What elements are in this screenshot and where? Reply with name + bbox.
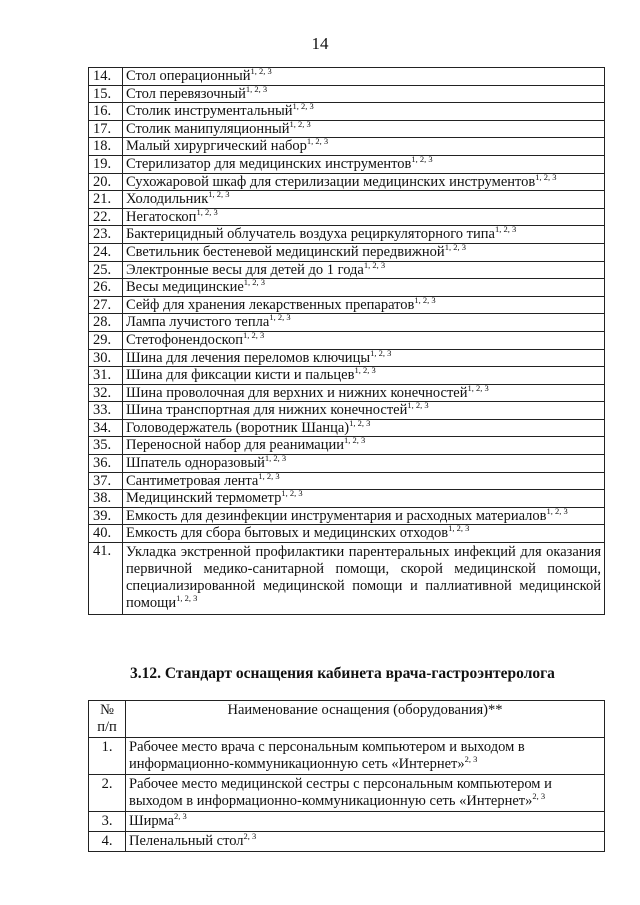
row-number: 15.	[89, 85, 123, 103]
equipment-name-text: Медицинский термометр	[126, 490, 282, 507]
row-number: 36.	[89, 455, 123, 473]
footnote-reference: 1, 2, 3	[467, 382, 489, 393]
table-row	[89, 155, 605, 173]
footnote-reference: 1, 2, 3	[349, 417, 371, 428]
section-title: 3.12. Стандарт оснащения кабинета врача-гастроэнтеролога	[130, 665, 555, 682]
equipment-name-text: Светильник бестеневой медицинский передвижной	[126, 243, 445, 260]
equipment-name	[123, 384, 605, 402]
table-row	[89, 68, 605, 86]
table-row	[89, 243, 605, 261]
footnote-reference: 1, 2, 3	[289, 118, 311, 129]
row-number: 18.	[89, 138, 123, 156]
equipment-name-text: Шина для лечения переломов ключицы	[126, 349, 371, 366]
row-number: 20.	[89, 173, 123, 191]
table-row	[89, 296, 605, 314]
footnote-reference: 1, 2, 3	[535, 171, 557, 182]
equipment-name	[123, 103, 605, 121]
table-row	[89, 455, 605, 473]
equipment-name	[123, 120, 605, 138]
footnote-reference: 1, 2, 3	[407, 400, 429, 411]
equipment-name-text: Столик манипуляционный	[126, 120, 290, 137]
equipment-name	[123, 279, 605, 297]
equipment-name	[123, 455, 605, 473]
equipment-name	[123, 173, 605, 191]
table-row	[89, 208, 605, 226]
equipment-name-text: Сейф для хранения лекарственных препаратов	[126, 296, 415, 313]
footnote-reference: 2, 3	[464, 754, 478, 764]
row-number: 22.	[89, 208, 123, 226]
row-number: 32.	[89, 384, 123, 402]
row-number: 4.	[89, 832, 126, 852]
table-row	[89, 775, 605, 812]
table-row	[89, 261, 605, 279]
equipment-name-text: Емкость для сбора бытовых и медицинских отходов	[126, 525, 449, 542]
page-number: 14	[311, 34, 329, 53]
header-number: № п/п	[89, 701, 126, 738]
equipment-name	[123, 331, 605, 349]
footnote-reference: 1, 2, 3	[444, 241, 466, 252]
equipment-name-text: Рабочее место врача с персональным компьютером и выходом в информационно-коммуникационную сеть «Интернет»	[129, 739, 525, 772]
equipment-name	[123, 402, 605, 420]
footnote-reference: 1, 2, 3	[370, 347, 392, 358]
equipment-name-text: Сухожаровой шкаф для стерилизации медицинских инструментов	[126, 173, 536, 190]
equipment-name-text: Холодильник	[126, 191, 209, 208]
footnote-reference: 2, 3	[173, 811, 187, 821]
row-number: 2.	[89, 775, 126, 812]
equipment-name	[123, 85, 605, 103]
footnote-reference: 1, 2, 3	[250, 66, 272, 76]
equipment-name-text: Емкость для дезинфекции инструментария и расходных материалов	[126, 507, 547, 524]
equipment-name	[123, 243, 605, 261]
table-row	[89, 331, 605, 349]
table-row	[89, 103, 605, 121]
equipment-name-text: Негатоскоп	[126, 208, 197, 225]
table-row	[89, 384, 605, 402]
table-row	[89, 738, 605, 775]
table-row	[89, 120, 605, 138]
equipment-name	[123, 296, 605, 314]
equipment-name-text: Малый хирургический набор	[126, 138, 307, 155]
equipment-name	[123, 68, 605, 86]
footnote-reference: 1, 2, 3	[411, 153, 433, 164]
row-number: 33.	[89, 402, 123, 420]
row-number: 26.	[89, 279, 123, 297]
gastroenterologist-equipment-table	[88, 700, 605, 852]
row-number: 28.	[89, 314, 123, 332]
equipment-name-text: Стетофонендоскоп	[126, 331, 243, 348]
equipment-name-text: Рабочее место медицинской сестры с персональным компьютером и выходом в информационно-коммуникационную сеть «Интернет»	[129, 776, 552, 809]
row-number: 31.	[89, 367, 123, 385]
footnote-reference: 1, 2, 3	[354, 365, 376, 376]
row-number: 38.	[89, 490, 123, 508]
row-number: 21.	[89, 191, 123, 209]
footnote-reference: 1, 2, 3	[414, 294, 436, 305]
equipment-name-text: Электронные весы для детей до 1 года	[126, 261, 364, 278]
equipment-name	[123, 208, 605, 226]
equipment-name	[123, 543, 605, 615]
row-number: 30.	[89, 349, 123, 367]
equipment-name-text: Переносной набор для реанимации	[126, 437, 345, 454]
equipment-name-text: Пеленальный стол	[129, 833, 244, 849]
footnote-reference: 1, 2, 3	[196, 206, 218, 217]
equipment-name	[126, 832, 605, 852]
equipment-name	[123, 472, 605, 490]
footnote-reference: 1, 2, 3	[363, 259, 386, 270]
footnote-reference: 1, 2, 3	[546, 505, 568, 516]
table-row	[89, 349, 605, 367]
row-number: 41.	[89, 543, 123, 615]
equipment-name-text: Столик инструментальный	[126, 103, 293, 120]
footnote-reference: 1, 2, 3	[494, 224, 517, 235]
equipment-name	[123, 226, 605, 244]
equipment-name-text: Шпатель одноразовый	[126, 455, 265, 472]
table-row	[89, 812, 605, 832]
equipment-name	[123, 155, 605, 173]
table-row	[89, 402, 605, 420]
row-number: 24.	[89, 243, 123, 261]
table-row	[89, 832, 605, 852]
table-row	[89, 279, 605, 297]
table-row	[89, 525, 605, 543]
equipment-name	[123, 191, 605, 209]
footnote-reference: 1, 2, 3	[281, 488, 303, 499]
table-row	[89, 472, 605, 490]
equipment-name-text: Шина проволочная для верхних и нижних конечностей	[126, 384, 468, 401]
row-number: 14.	[89, 68, 123, 86]
table-row	[89, 490, 605, 508]
equipment-name	[123, 507, 605, 525]
header-equipment-name: Наименование оснащения (оборудования)**	[126, 701, 605, 738]
equipment-table-continued	[88, 67, 605, 615]
equipment-name	[123, 437, 605, 455]
row-number: 34.	[89, 419, 123, 437]
equipment-name-text: Шина для фиксации кисти и пальцев	[126, 367, 355, 384]
footnote-reference: 1, 2, 3	[243, 277, 266, 288]
equipment-name	[123, 349, 605, 367]
footnote-reference: 1, 2, 3	[448, 523, 470, 534]
table-row	[89, 226, 605, 244]
row-number: 3.	[89, 812, 126, 832]
equipment-name	[123, 261, 605, 279]
equipment-name-text: Шина транспортная для нижних конечностей	[126, 402, 408, 419]
equipment-name	[126, 775, 605, 812]
table-row	[89, 314, 605, 332]
table-row	[89, 419, 605, 437]
table-row	[89, 507, 605, 525]
equipment-name-text: Ширма	[129, 813, 174, 829]
footnote-reference: 1, 2, 3	[208, 189, 230, 200]
equipment-name-text: Стерилизатор для медицинских инструментов	[126, 155, 412, 172]
footnote-reference: 2, 3	[243, 831, 257, 841]
footnote-reference: 1, 2, 3	[269, 312, 291, 323]
table-header-row	[89, 701, 605, 738]
equipment-name	[123, 367, 605, 385]
equipment-name	[126, 812, 605, 832]
equipment-name-text: Лампа лучистого тепла	[126, 314, 270, 331]
row-number: 40.	[89, 525, 123, 543]
equipment-name	[123, 419, 605, 437]
equipment-name	[126, 738, 605, 775]
row-number: 27.	[89, 296, 123, 314]
table-row	[89, 191, 605, 209]
equipment-name	[123, 314, 605, 332]
footnote-reference: 1, 2, 3	[306, 136, 329, 147]
table-row	[89, 173, 605, 191]
row-number: 17.	[89, 120, 123, 138]
footnote-reference: 1, 2, 3	[292, 101, 314, 112]
equipment-name-text: Стол операционный	[126, 68, 251, 84]
table-row	[89, 543, 605, 615]
table-row	[89, 367, 605, 385]
row-number: 16.	[89, 103, 123, 121]
row-number: 35.	[89, 437, 123, 455]
footnote-reference: 1, 2, 3	[176, 593, 198, 604]
equipment-name	[123, 490, 605, 508]
row-number: 39.	[89, 507, 123, 525]
footnote-reference: 2, 3	[532, 791, 546, 801]
equipment-name-text: Бактерицидный облучатель воздуха рециркуляторного типа	[126, 226, 495, 243]
table-row	[89, 85, 605, 103]
equipment-name-text: Стол перевязочный	[126, 85, 246, 102]
row-number: 19.	[89, 155, 123, 173]
equipment-name	[123, 138, 605, 156]
row-number: 1.	[89, 738, 126, 775]
footnote-reference: 1, 2, 3	[245, 83, 268, 94]
row-number: 23.	[89, 226, 123, 244]
equipment-name-text: Укладка экстренной профилактики парентеральных инфекций для оказания первичной медико-санитарной помощи, скорой медицинской помощи, специализированной медицинской помощи и паллиативной медицинской помощи	[126, 544, 601, 612]
footnote-reference: 1, 2, 3	[344, 435, 366, 446]
footnote-reference: 1, 2, 3	[243, 329, 265, 340]
footnote-reference: 1, 2, 3	[258, 470, 280, 481]
table-row	[89, 138, 605, 156]
row-number: 29.	[89, 331, 123, 349]
equipment-name-text: Весы медицинские	[126, 279, 244, 296]
footnote-reference: 1, 2, 3	[264, 453, 287, 464]
table-row	[89, 437, 605, 455]
row-number: 25.	[89, 261, 123, 279]
equipment-name-text: Головодержатель (воротник Шанца)	[126, 419, 350, 436]
equipment-name	[123, 525, 605, 543]
equipment-name-text: Сантиметровая лента	[126, 472, 259, 489]
row-number: 37.	[89, 472, 123, 490]
